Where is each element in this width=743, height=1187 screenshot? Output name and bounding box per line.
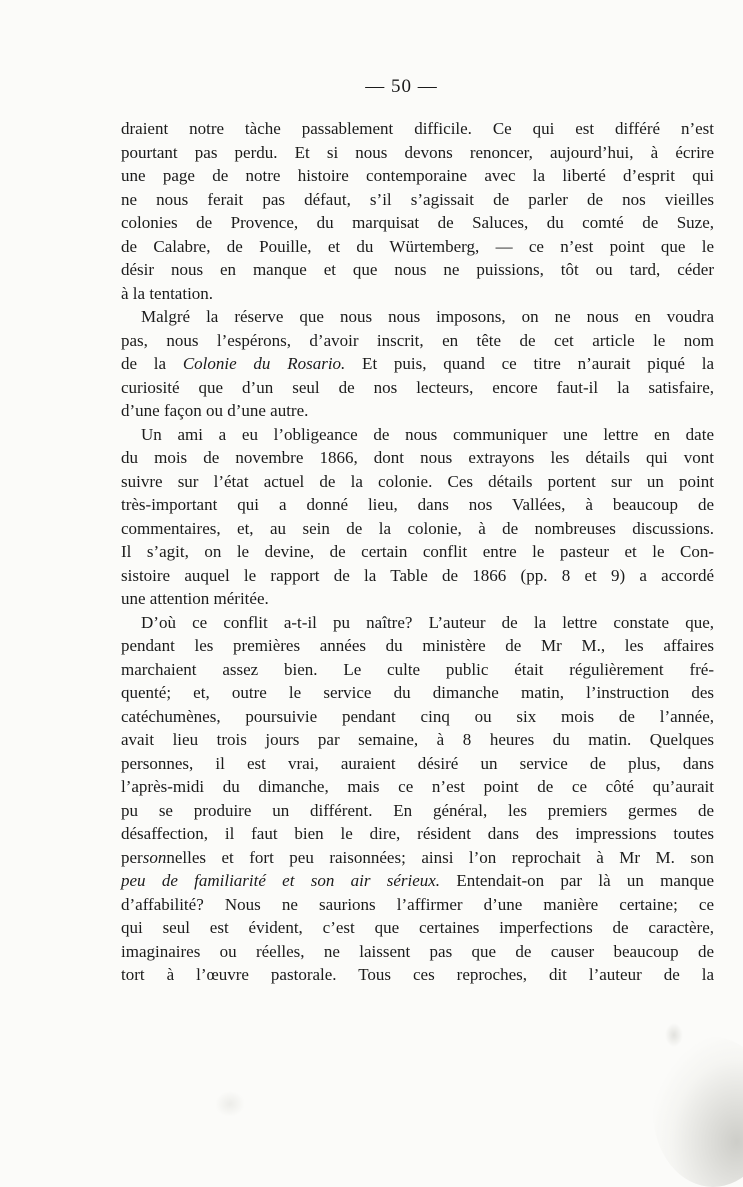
text-line: D’où ce conflit a-t-il pu naître? L’auteur de la lettre constate que, xyxy=(141,612,714,632)
text-line: catéchumènes, poursuivie pendant cinq ou six mois de l’année, xyxy=(121,706,714,726)
text-line: pourtant pas perdu. Et si nous devons renoncer, aujourd’hui, à écrire xyxy=(121,142,714,162)
text-line: commentaires, et, au sein de la colonie, à de nombreuses discussions. xyxy=(121,518,714,538)
page-number: — 50 — xyxy=(365,76,438,97)
text-line: sistoire auquel le rapport de la Table de 1866 (pp. 8 et 9) a accordé xyxy=(121,565,714,585)
text-line: ne nous ferait pas défaut, s’il s’agissait de parler de nos vieilles xyxy=(121,189,714,209)
text-line: très-important qui a donné lieu, dans nos Vallées, à beaucoup de xyxy=(121,495,714,514)
text-line: peu de familiarité et son air sérieux. Entendait-on par là un manque xyxy=(121,871,714,890)
text-line: du mois de novembre 1866, dont nous extrayons les détails qui vont xyxy=(121,448,714,467)
text-line: personnelles et fort peu raisonnées; ainsi l’on reprochait à Mr M. son xyxy=(121,847,714,867)
text-line: désir nous en manque et que nous ne puissions, tôt ou tard, céder xyxy=(121,260,714,279)
text-line: pendant les premières années du ministère de Mr M., les affaires xyxy=(121,636,714,655)
paper-speck xyxy=(665,1023,683,1047)
text-line: quenté; et, outre le service du dimanche matin, l’instruction des xyxy=(121,683,714,702)
text-line: une attention méritée. xyxy=(121,589,269,608)
text-line: colonies de Provence, du marquisat de Saluces, du comté de Suze, xyxy=(121,213,714,232)
text-line: tort à l’œuvre pastorale. Tous ces reproches, dit l’auteur de la xyxy=(121,965,714,984)
body-text xyxy=(121,117,714,987)
text-line: d’affabilité? Nous ne saurions l’affirmer d’une manière certaine; ce xyxy=(121,894,714,914)
paper-stain xyxy=(653,1037,743,1187)
text-line: Un ami a eu l’obligeance de nous communiquer une lettre en date xyxy=(141,424,714,444)
text-line: avait lieu trois jours par semaine, à 8 heures du matin. Quelques xyxy=(121,730,714,749)
text-line: imaginaires ou réelles, ne laissent pas que de causer beaucoup de xyxy=(121,941,714,961)
text-line: l’après-midi du dimanche, mais ce n’est point de ce côté qu’aurait xyxy=(121,777,714,796)
text-line: à la tentation. xyxy=(121,283,214,303)
text-line: d’une façon ou d’une autre. xyxy=(121,401,309,420)
text-line: pas, nous l’espérons, d’avoir inscrit, en tête de cet article le nom xyxy=(121,330,714,350)
text-line: Malgré la réserve que nous nous imposons, on ne nous en voudra xyxy=(141,307,714,326)
italic-text: Colonie du Rosario. xyxy=(182,354,346,373)
text-line: une page de notre histoire contemporaine avec la liberté d’esprit qui xyxy=(121,166,714,185)
text-line: de la Colonie du Rosario. Et puis, quand ce titre n’aurait piqué la xyxy=(121,354,714,373)
text-line: Il s’agit, on le devine, de certain conflit entre le pasteur et le Con- xyxy=(121,542,714,561)
text-line: curiosité que d’un seul de nos lecteurs, encore faut-il la satisfaire, xyxy=(121,377,714,397)
text-line: draient notre tàche passablement difficile. Ce qui est différé n’est xyxy=(121,119,714,138)
text-line: pu se produire un différent. En général, les premiers germes de xyxy=(121,800,714,820)
text-line: personnes, il est vrai, auraient désiré un service de plus, dans xyxy=(121,753,714,773)
text-line: désaffection, il faut bien le dire, résident dans des impressions toutes xyxy=(121,824,714,843)
text-line: de Calabre, de Pouille, et du Würtemberg, — ce n’est point que le xyxy=(121,236,714,256)
text-line: marchaient assez bien. Le culte public était régulièrement fré- xyxy=(121,659,714,679)
text-line: suivre sur l’état actuel de la colonie. Ces détails portent sur un point xyxy=(121,471,714,491)
text-line: qui seul est évident, c’est que certaines imperfections de caractère, xyxy=(121,918,714,937)
paper-speck xyxy=(215,1091,245,1117)
italic-text: son xyxy=(142,847,167,867)
italic-text: peu de familiarité et son air sérieux. xyxy=(121,871,441,890)
